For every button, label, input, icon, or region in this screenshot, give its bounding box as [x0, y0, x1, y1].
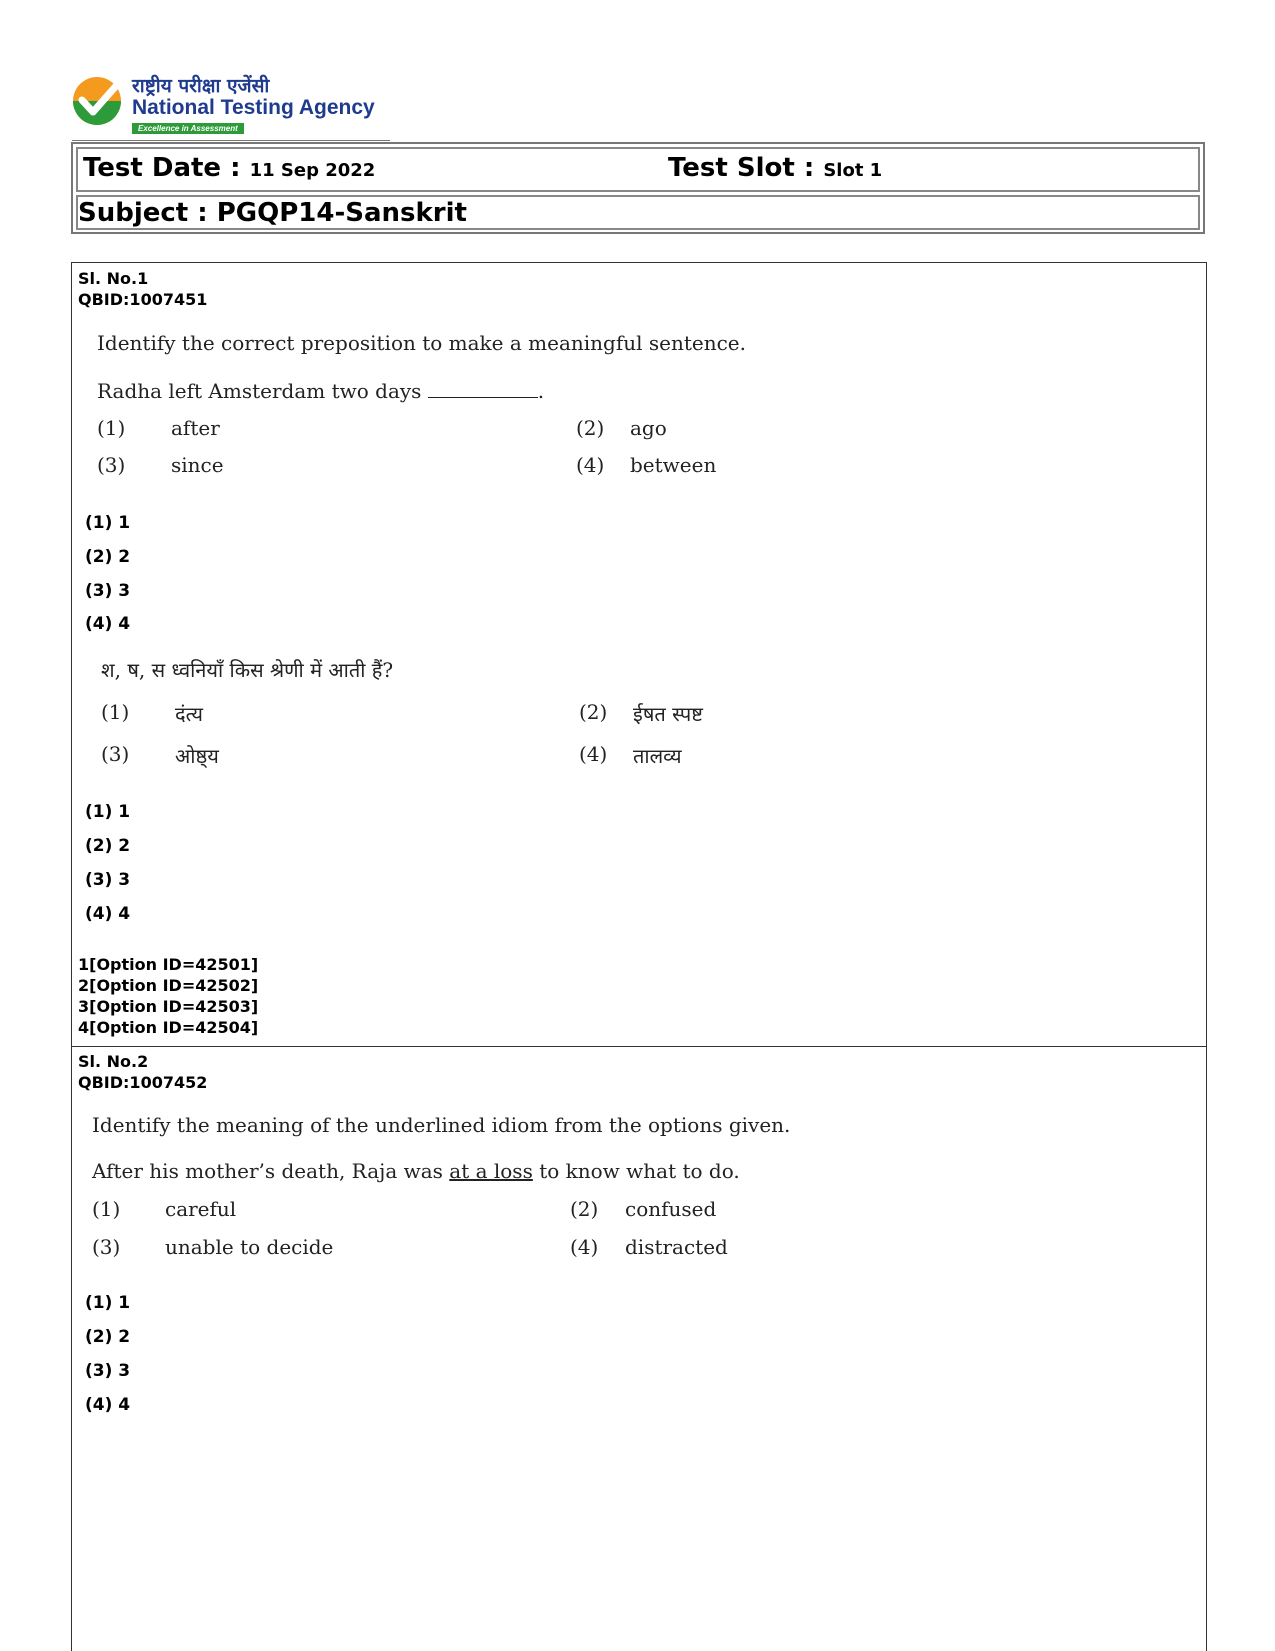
- q1a-prompt: Identify the correct preposition to make a meaningful sentence.: [97, 331, 747, 355]
- test-slot: [668, 153, 882, 183]
- test-slot-value: Slot 1: [823, 160, 883, 181]
- q1-option-id-1: 1[Option ID=42501]: [78, 955, 259, 974]
- q2-opt2-text: confused: [625, 1197, 717, 1221]
- q1a-opt4-text: between: [630, 453, 717, 477]
- q1a-blank: [428, 381, 538, 398]
- q2-qbid: QBID:1007452: [78, 1073, 208, 1092]
- q1-option-id-3: 3[Option ID=42503]: [78, 997, 259, 1016]
- q1a-opt1-num: (1): [97, 416, 126, 440]
- q1b-prompt: श, ष, स ध्वनियाँ किस श्रेणी में आती हैं?: [101, 658, 394, 682]
- q2-sl-no: Sl. No.2: [78, 1052, 149, 1071]
- nta-check-logo-icon: [72, 76, 122, 126]
- logo-english-text: National Testing Agency: [132, 96, 375, 119]
- q2-underlined-idiom: at a loss: [449, 1159, 533, 1183]
- q1a-opt3-text: since: [171, 453, 224, 477]
- q2-sentence: [92, 1159, 740, 1183]
- q2-opt4-text: distracted: [625, 1235, 728, 1259]
- q1a-opt4-num: (4): [576, 453, 605, 477]
- q1a-answer-1[interactable]: (1) 1: [85, 513, 131, 533]
- q1a-sentence-text: Radha left Amsterdam two days: [97, 379, 422, 403]
- q1a-opt2-text: ago: [630, 416, 667, 440]
- q2-prompt: Identify the meaning of the underlined idiom from the options given.: [92, 1113, 791, 1137]
- test-date-label: Test Date :: [83, 153, 241, 183]
- q1a-answer-3[interactable]: (3) 3: [85, 581, 131, 601]
- q1b-answer-3[interactable]: (3) 3: [85, 870, 131, 890]
- q1b-answer-2[interactable]: (2) 2: [85, 836, 131, 856]
- q2-opt3-text: unable to decide: [165, 1235, 334, 1259]
- q1a-sentence: Radha left Amsterdam two days .: [97, 379, 545, 403]
- q1a-answer-2[interactable]: (2) 2: [85, 547, 131, 567]
- q1a-opt2-num: (2): [576, 416, 605, 440]
- q2-answer-3[interactable]: (3) 3: [85, 1361, 131, 1381]
- q1-option-id-2: 2[Option ID=42502]: [78, 976, 259, 995]
- q2-opt2-num: (2): [570, 1197, 599, 1221]
- q2-opt1-num: (1): [92, 1197, 121, 1221]
- q1b-opt2-num: (2): [579, 700, 608, 724]
- q2-answer-2[interactable]: (2) 2: [85, 1327, 131, 1347]
- q2-opt3-num: (3): [92, 1235, 121, 1259]
- q1-sl-no: Sl. No.1: [78, 269, 149, 288]
- nta-logo: [72, 72, 402, 134]
- q1b-opt4-text: तालव्य: [633, 744, 682, 768]
- subject-title: Subject : PGQP14-Sanskrit: [78, 198, 467, 228]
- q1a-answer-4[interactable]: (4) 4: [85, 614, 131, 634]
- q2-opt1-text: careful: [165, 1197, 237, 1221]
- q1-qbid: QBID:1007451: [78, 290, 208, 309]
- q1b-opt1-num: (1): [101, 700, 130, 724]
- q1-option-id-4: 4[Option ID=42504]: [78, 1018, 259, 1037]
- q2-meta: [78, 1051, 207, 1093]
- q2-answer-4[interactable]: (4) 4: [85, 1395, 131, 1415]
- test-date-value: 11 Sep 2022: [249, 160, 376, 181]
- question-divider: [71, 1046, 1207, 1047]
- q1b-opt4-num: (4): [579, 742, 608, 766]
- q1-meta: [78, 268, 207, 310]
- q1a-opt1-text: after: [171, 416, 220, 440]
- q1-option-ids: [78, 954, 258, 1038]
- q2-sentence-before: After his mother’s death, Raja was: [92, 1159, 450, 1183]
- test-date: [83, 153, 375, 183]
- test-slot-label: Test Slot :: [668, 153, 815, 183]
- q1b-opt3-text: ओष्ठ्य: [175, 744, 219, 768]
- logo-hindi-text: राष्ट्रीय परीक्षा एजेंसी: [132, 75, 270, 97]
- q1b-answer-1[interactable]: (1) 1: [85, 802, 131, 822]
- q1a-opt3-num: (3): [97, 453, 126, 477]
- logo-tagline: Excellence in Assessment: [132, 123, 244, 134]
- q2-opt4-num: (4): [570, 1235, 599, 1259]
- q2-sentence-after: to know what to do.: [532, 1159, 740, 1183]
- q1b-opt2-text: ईषत स्पष्ट: [633, 702, 703, 726]
- q1b-opt3-num: (3): [101, 742, 130, 766]
- logo-divider: [72, 140, 390, 141]
- q2-answer-1[interactable]: (1) 1: [85, 1293, 131, 1313]
- q1b-opt1-text: दंत्य: [175, 702, 204, 726]
- q1b-answer-4[interactable]: (4) 4: [85, 904, 131, 924]
